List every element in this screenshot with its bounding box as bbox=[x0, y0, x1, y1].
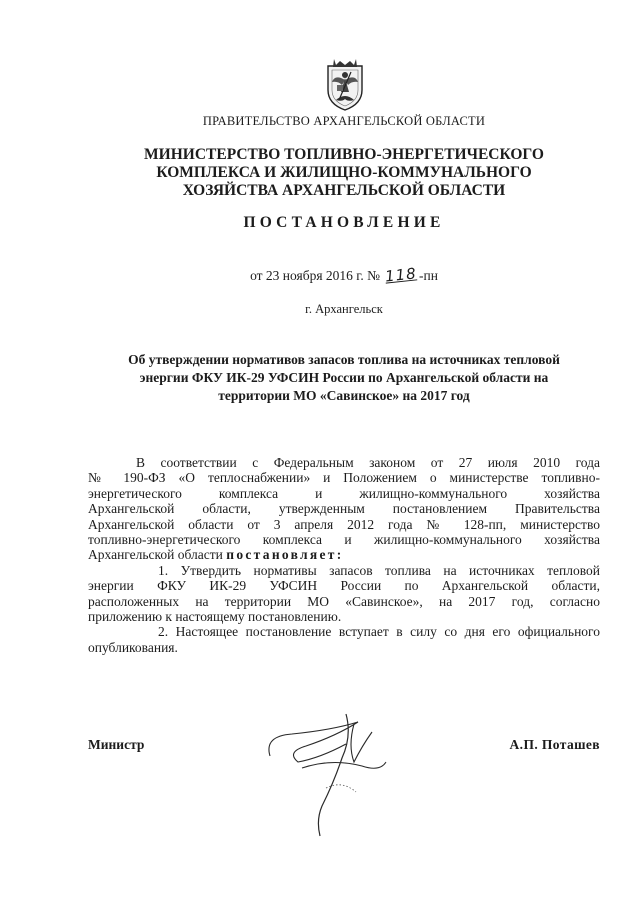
subject-line: территории МО «Савинское» на 2017 год bbox=[218, 388, 470, 403]
item-1-line: энергии ФКУ ИК-29 УФСИН России по Архангельской области, bbox=[88, 578, 600, 594]
ministry-line: КОМПЛЕКСА И ЖИЛИЩНО-КОММУНАЛЬНОГО bbox=[156, 164, 532, 181]
ministry-line: ХОЗЯЙСТВА АРХАНГЕЛЬСКОЙ ОБЛАСТИ bbox=[182, 182, 506, 199]
document-subject bbox=[0, 351, 640, 405]
document-number: 118 bbox=[384, 264, 418, 286]
signature-mark bbox=[262, 696, 392, 846]
subject-line: энергии ФКУ ИК-29 УФСИН России по Архангельской области на bbox=[139, 370, 549, 385]
body-line: энергетического комплекса и жилищно-коммунального хозяйства bbox=[88, 485, 600, 501]
number-suffix: -пн bbox=[418, 268, 438, 283]
item-1-line: расположенных на территории МО «Савинское», на 2017 год, согласно bbox=[88, 593, 600, 609]
date-prefix: от 23 ноября 2016 г. № bbox=[250, 268, 380, 283]
body-line bbox=[88, 547, 600, 562]
item-2-line: 2. Настоящее постановление вступает в силу со дня его официального bbox=[158, 624, 600, 640]
signatory-title: Министр bbox=[88, 737, 145, 752]
ministry-line: МИНИСТЕРСТВО ТОПЛИВНО-ЭНЕРГЕТИЧЕСКОГО bbox=[144, 146, 544, 163]
subject-line: Об утверждении нормативов запасов топлива на источниках тепловой bbox=[128, 352, 560, 367]
item-1-line: приложению к настоящему постановлению. bbox=[88, 609, 342, 625]
coat-of-arms-icon bbox=[324, 56, 366, 112]
government-name: ПРАВИТЕЛЬСТВО АРХАНГЕЛЬСКОЙ ОБЛАСТИ bbox=[202, 114, 486, 128]
body-line-text: Архангельской области bbox=[88, 547, 223, 563]
body-line: В соответствии с Федеральным законом от 27 июля 2010 года bbox=[136, 455, 600, 470]
body-line: Архангельской области от 3 апреля 2012 года № 128-пп, министерство bbox=[88, 516, 600, 532]
item-2-line: опубликования. bbox=[88, 639, 178, 655]
item-1-line: 1. Утвердить нормативы запасов топлива на источниках тепловой bbox=[158, 562, 600, 578]
document-type: ПОСТАНОВЛЕНИЕ bbox=[243, 214, 445, 231]
ministry-name bbox=[0, 146, 640, 200]
decree-word: постановляет: bbox=[226, 547, 344, 563]
city: г. Архангельск bbox=[305, 302, 383, 316]
body-line: № 190-ФЗ «О теплоснабжении» и Положением о министерстве топливно- bbox=[88, 470, 600, 486]
signatory-name: А.П. Поташев bbox=[509, 737, 600, 752]
date-line bbox=[0, 266, 640, 284]
document-body bbox=[88, 455, 600, 655]
body-line: топливно-энергетического комплекса и жилищно-коммунального хозяйства bbox=[88, 532, 600, 548]
body-line: Архангельской области, утвержденным постановлением Правительства bbox=[88, 501, 600, 517]
